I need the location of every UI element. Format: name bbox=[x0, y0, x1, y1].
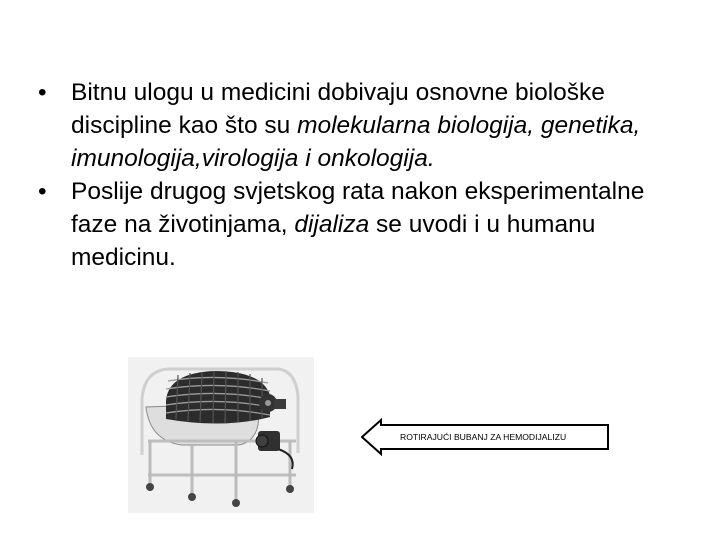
bullet-text: Bitnu ulogu u medicini dobivaju osnovne biološke discipline kao što su bbox=[71, 79, 605, 139]
bullet-list bbox=[36, 76, 676, 274]
bullet-text-italic: molekularna biologija, genetika, imunologija,virologija i onkologija. bbox=[71, 112, 641, 172]
bullet-item bbox=[36, 76, 676, 175]
bullet-dot: • bbox=[38, 178, 47, 205]
rotating-drum-dialysis-machine-photo bbox=[128, 357, 314, 513]
figure-caption: ROTIRAJUĆI BUBANJ ZA HEMODIJALIZU bbox=[400, 432, 567, 442]
bullet-text: Poslije drugog svjetskog rata nakon eksperimentalne faze na životinjama, bbox=[71, 178, 645, 238]
bullet-text-italic: dijaliza bbox=[294, 211, 370, 238]
bullet-item bbox=[36, 175, 676, 274]
bullet-dot: • bbox=[38, 79, 47, 106]
bullet-text-end: se uvodi i u humanu medicinu. bbox=[71, 211, 596, 271]
